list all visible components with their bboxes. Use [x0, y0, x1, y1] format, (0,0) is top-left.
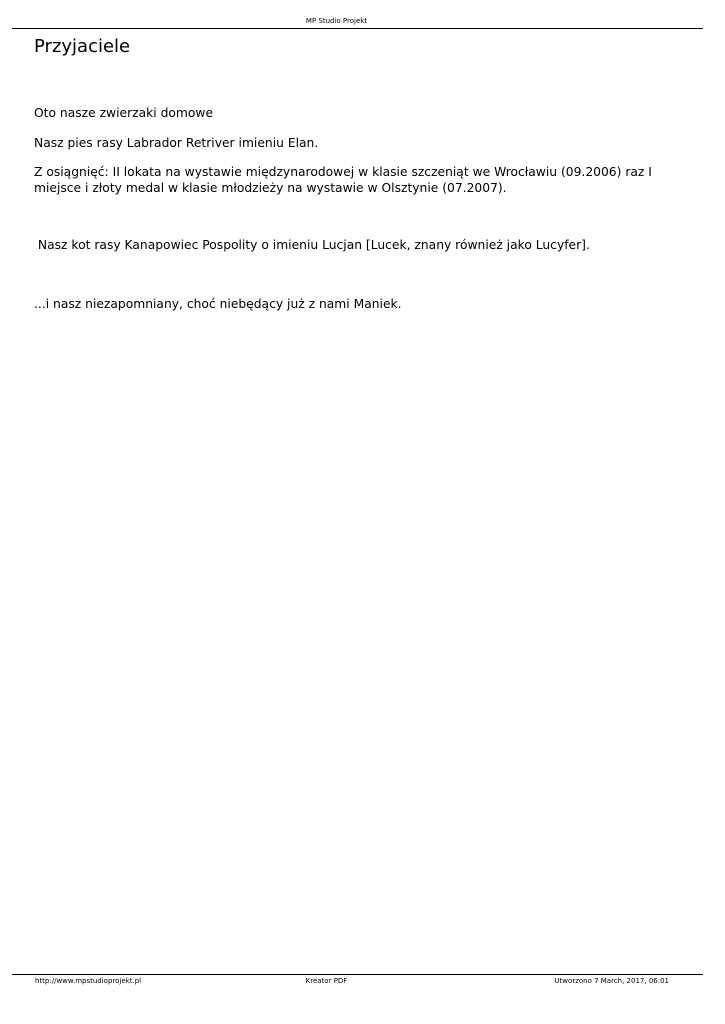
maniek-paragraph: ...i nasz niezapomniany, choć niebędący już z nami Maniek. — [34, 297, 402, 311]
footer-generator: Kreator PDF — [305, 977, 348, 985]
cat-paragraph: Nasz kot rasy Kanapowiec Pospolity o imieniu Lucjan [Lucek, znany również jako Lucyfer]. — [34, 238, 590, 252]
footer-created-date: Utworzono 7 March, 2017, 06:01 — [554, 977, 669, 985]
page-header: MP Studio Projekt — [305, 17, 368, 25]
dog-paragraph: Nasz pies rasy Labrador Retriver imieniu Elan. — [34, 136, 319, 150]
achievements-line-1: Z osiągnięć: II lokata na wystawie międzynarodowej w klasie szczeniąt we Wrocławiu (09.2006) raz I — [34, 165, 652, 179]
footer-url-link[interactable]: http://www.mpstudioprojekt.pl — [35, 977, 142, 985]
header-divider — [12, 28, 703, 29]
achievements-line-2: miejsce i złoty medal w klasie młodzieży na wystawie w Olsztynie (07.2007). — [34, 181, 507, 195]
footer-divider — [12, 974, 703, 975]
page-title: Przyjaciele — [34, 36, 131, 57]
intro-paragraph: Oto nasze zwierzaki domowe — [34, 106, 214, 120]
